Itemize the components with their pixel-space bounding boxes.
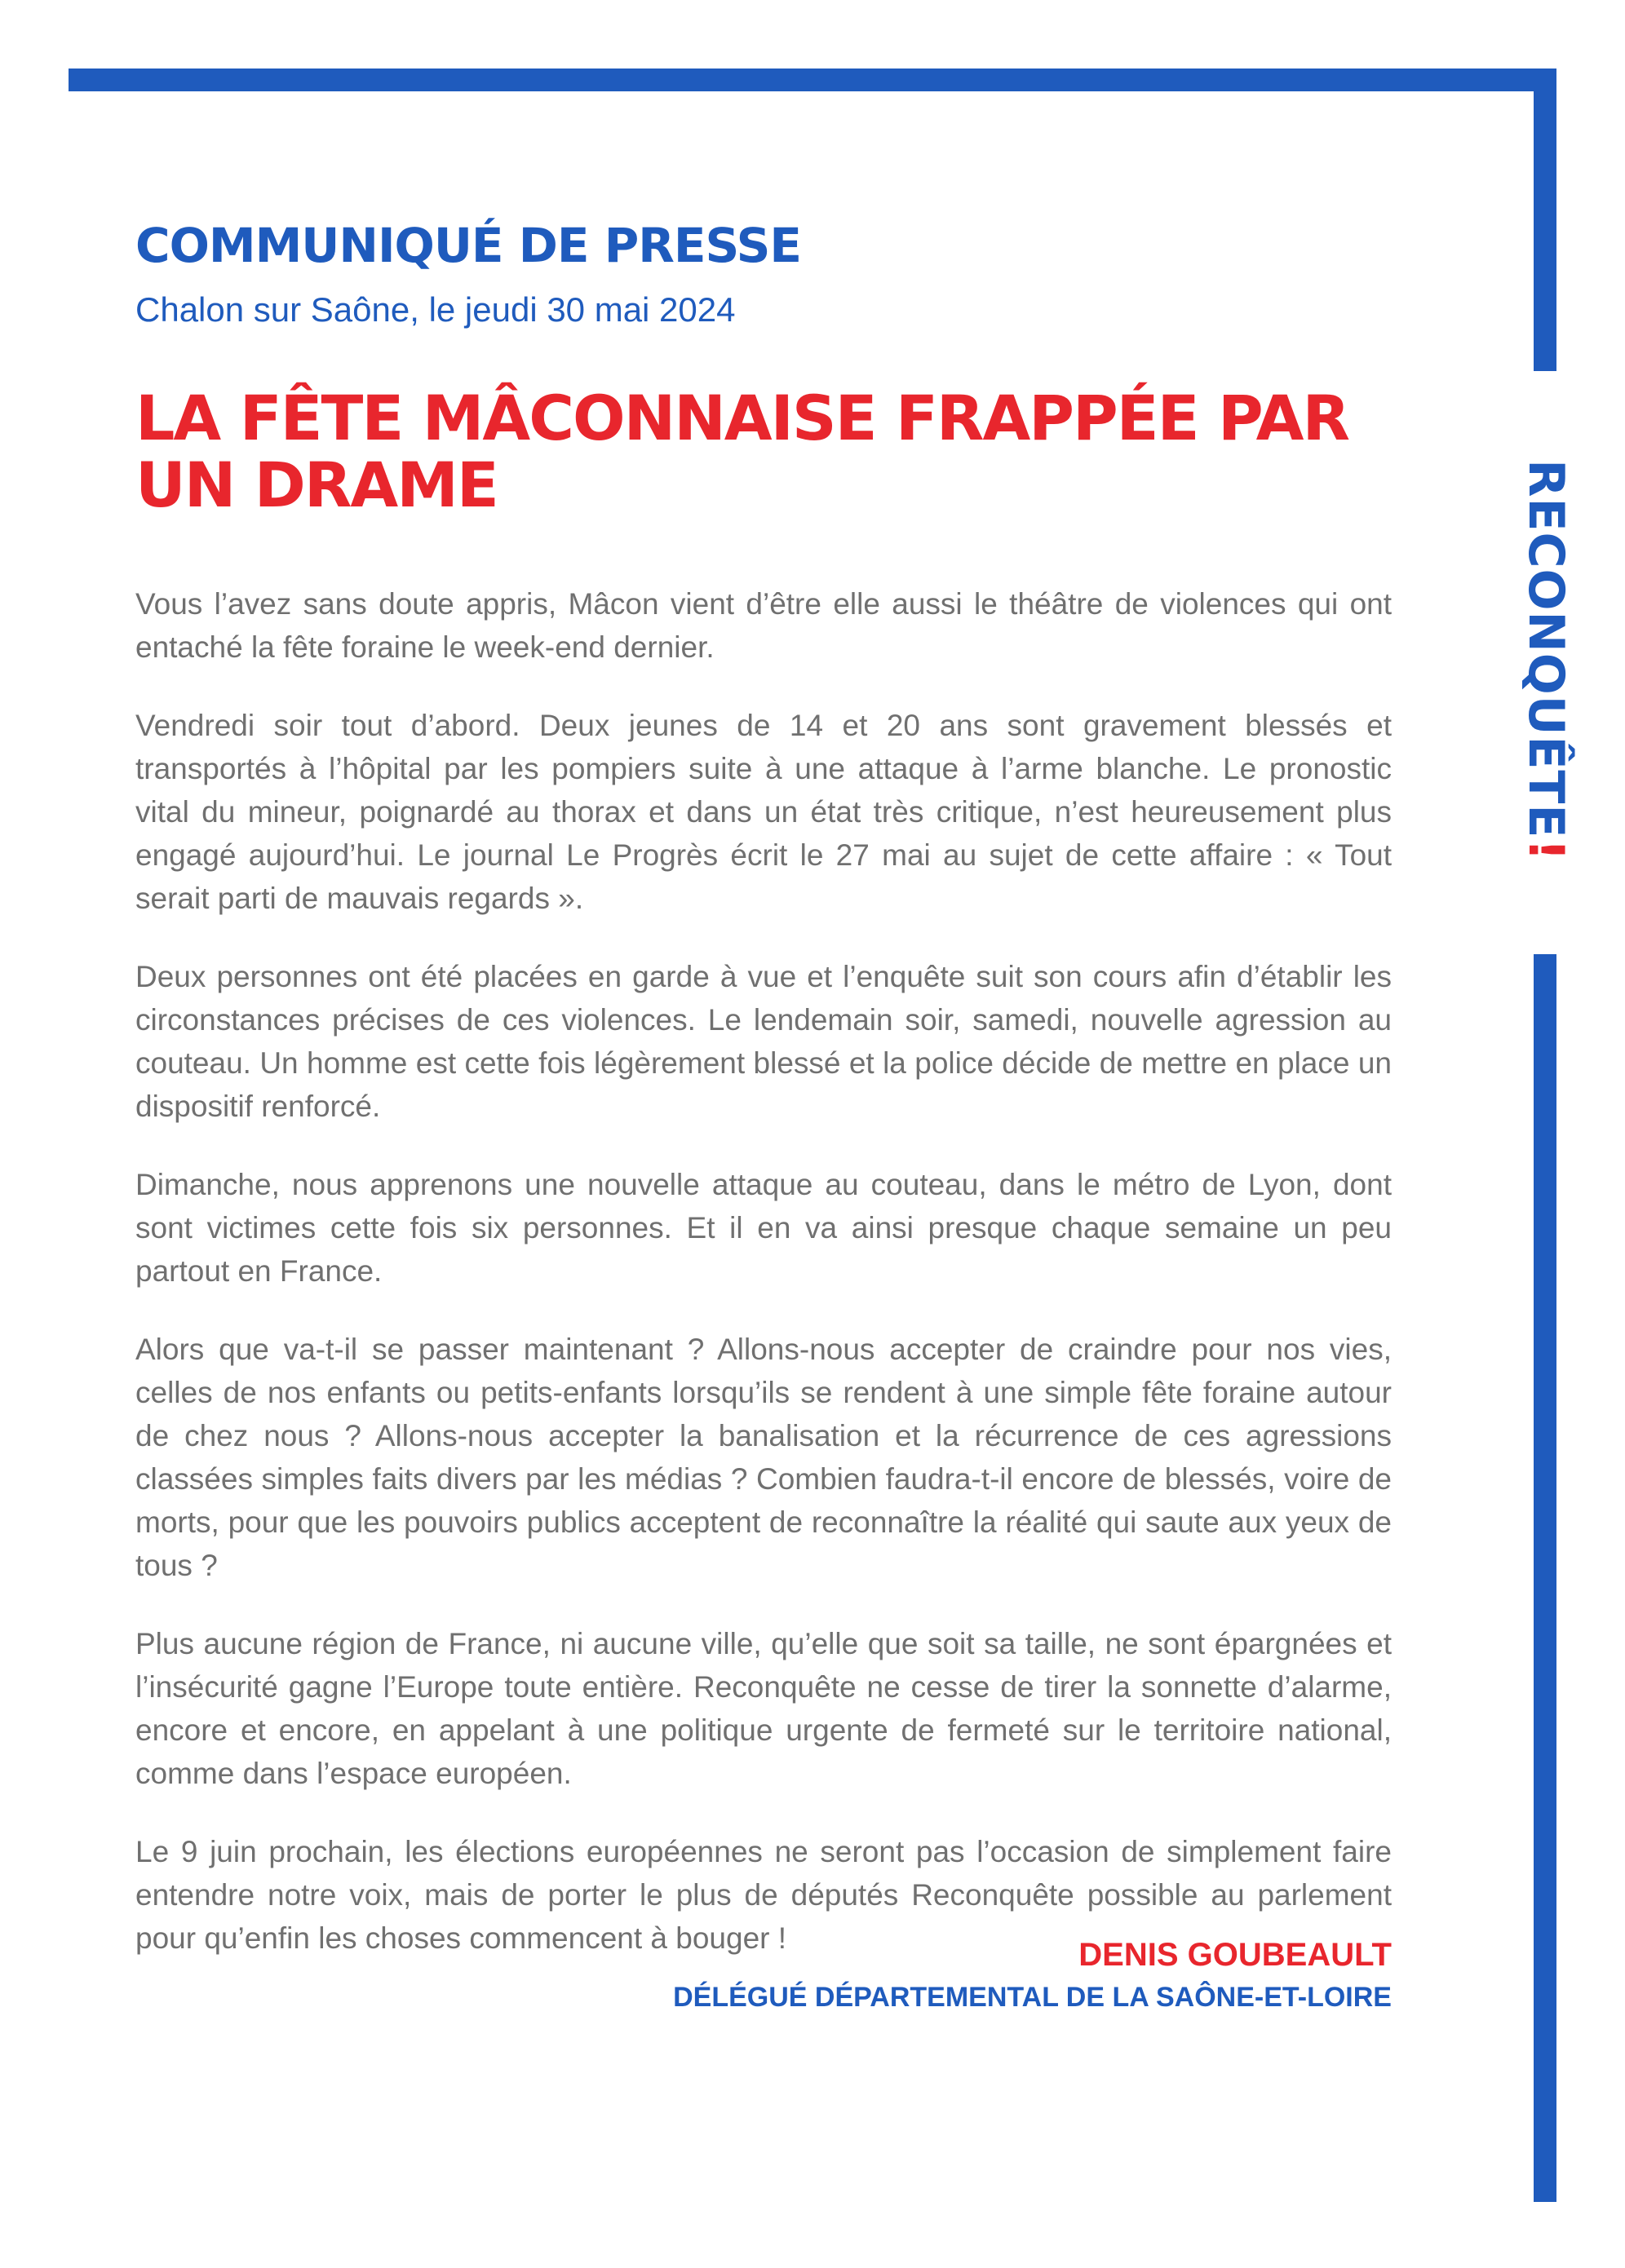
- press-release-kicker: COMMUNIQUÉ DE PRESSE: [135, 218, 802, 273]
- brand-logo: [1432, 440, 1625, 881]
- body-paragraph: Plus aucune région de France, ni aucune ville, qu’elle que soit sa taille, ne sont épargnées et l’insécurité gagne l’Europe toute entière. Reconquête ne cesse de tirer la sonnette d’alarme, encore et encore, en appelant à une politique urgente de fermeté sur le territoire national, comme dans l’espace européen.: [135, 1627, 1392, 1790]
- signatory-role: DÉLÉGUÉ DÉPARTEMENTAL DE LA SAÔNE-ET-LOIRE: [673, 1982, 1392, 2013]
- signature-block: [571, 1935, 1392, 2015]
- signatory-name: DENIS GOUBEAULT: [1078, 1937, 1392, 1973]
- body-paragraph: Le 9 juin prochain, les élections européennes ne seront pas l’occasion de simplement faire entendre notre voix, mais de porter le plus de députés Reconquête possible au parlement pour qu’enfin les choses commencent à bouger !: [135, 1835, 1392, 1955]
- frame-top-bar: [69, 69, 1556, 91]
- place-and-date: Chalon sur Saône, le jeudi 30 mai 2024: [135, 290, 736, 329]
- body-paragraph: Vous l’avez sans doute appris, Mâcon vient d’être elle aussi le théâtre de violences qui ont entaché la fête foraine le week-end dernier.: [135, 587, 1392, 664]
- body-paragraph: Dimanche, nous apprenons une nouvelle attaque au couteau, dans le métro de Lyon, dont sont victimes cette fois six personnes. Et il en va ainsi presque chaque semaine un peu partout en France.: [135, 1168, 1392, 1288]
- body-paragraph: Alors que va-t-il se passer maintenant ? Allons-nous accepter de craindre pour nos vies, celles de nos enfants ou petits-enfants lorsqu’ils se rendent à une simple fête foraine autour de chez nous ? Allons-nous accepter la banalisation et la récurrence de ces agressions classées simples faits divers par les médias ? Combien faudra-t-il encore de blessés, voire de morts, pour que les pouvoirs publics acceptent de reconnaître la réalité qui saute aux yeux de tous ?: [135, 1333, 1392, 1582]
- brand-wordmark-main: RECONQUÊTE: [1517, 459, 1574, 839]
- headline: LA FÊTE MÂCONNAISE FRAPPÉE PAR UN DRAME: [135, 382, 1349, 521]
- frame-right-bar-upper: [1534, 69, 1556, 371]
- brand-wordmark-accent: !: [1517, 838, 1574, 862]
- body-paragraph: Vendredi soir tout d’abord. Deux jeunes de 14 et 20 ans sont gravement blessés et transportés à l’hôpital par les pompiers suite à une attaque à l’arme blanche. Le pronostic vital du mineur, poignardé au thorax et dans un état très critique, n’est heureusement plus engagé aujourd’hui. Le journal Le Progrès écrit le 27 mai au sujet de cette affaire : « Tout serait parti de mauvais regards ».: [135, 709, 1392, 915]
- frame-right-bar-lower: [1534, 954, 1556, 2202]
- brand-wordmark: [1517, 459, 1574, 862]
- body-paragraph: Deux personnes ont été placées en garde à vue et l’enquête suit son cours afin d’établir les circonstances précises de ces violences. Le lendemain soir, samedi, nouvelle agression au couteau. Un homme est cette fois légèrement blessé et la police décide de mettre en place un dispositif renforcé.: [135, 960, 1392, 1123]
- article-body: [135, 582, 1392, 1995]
